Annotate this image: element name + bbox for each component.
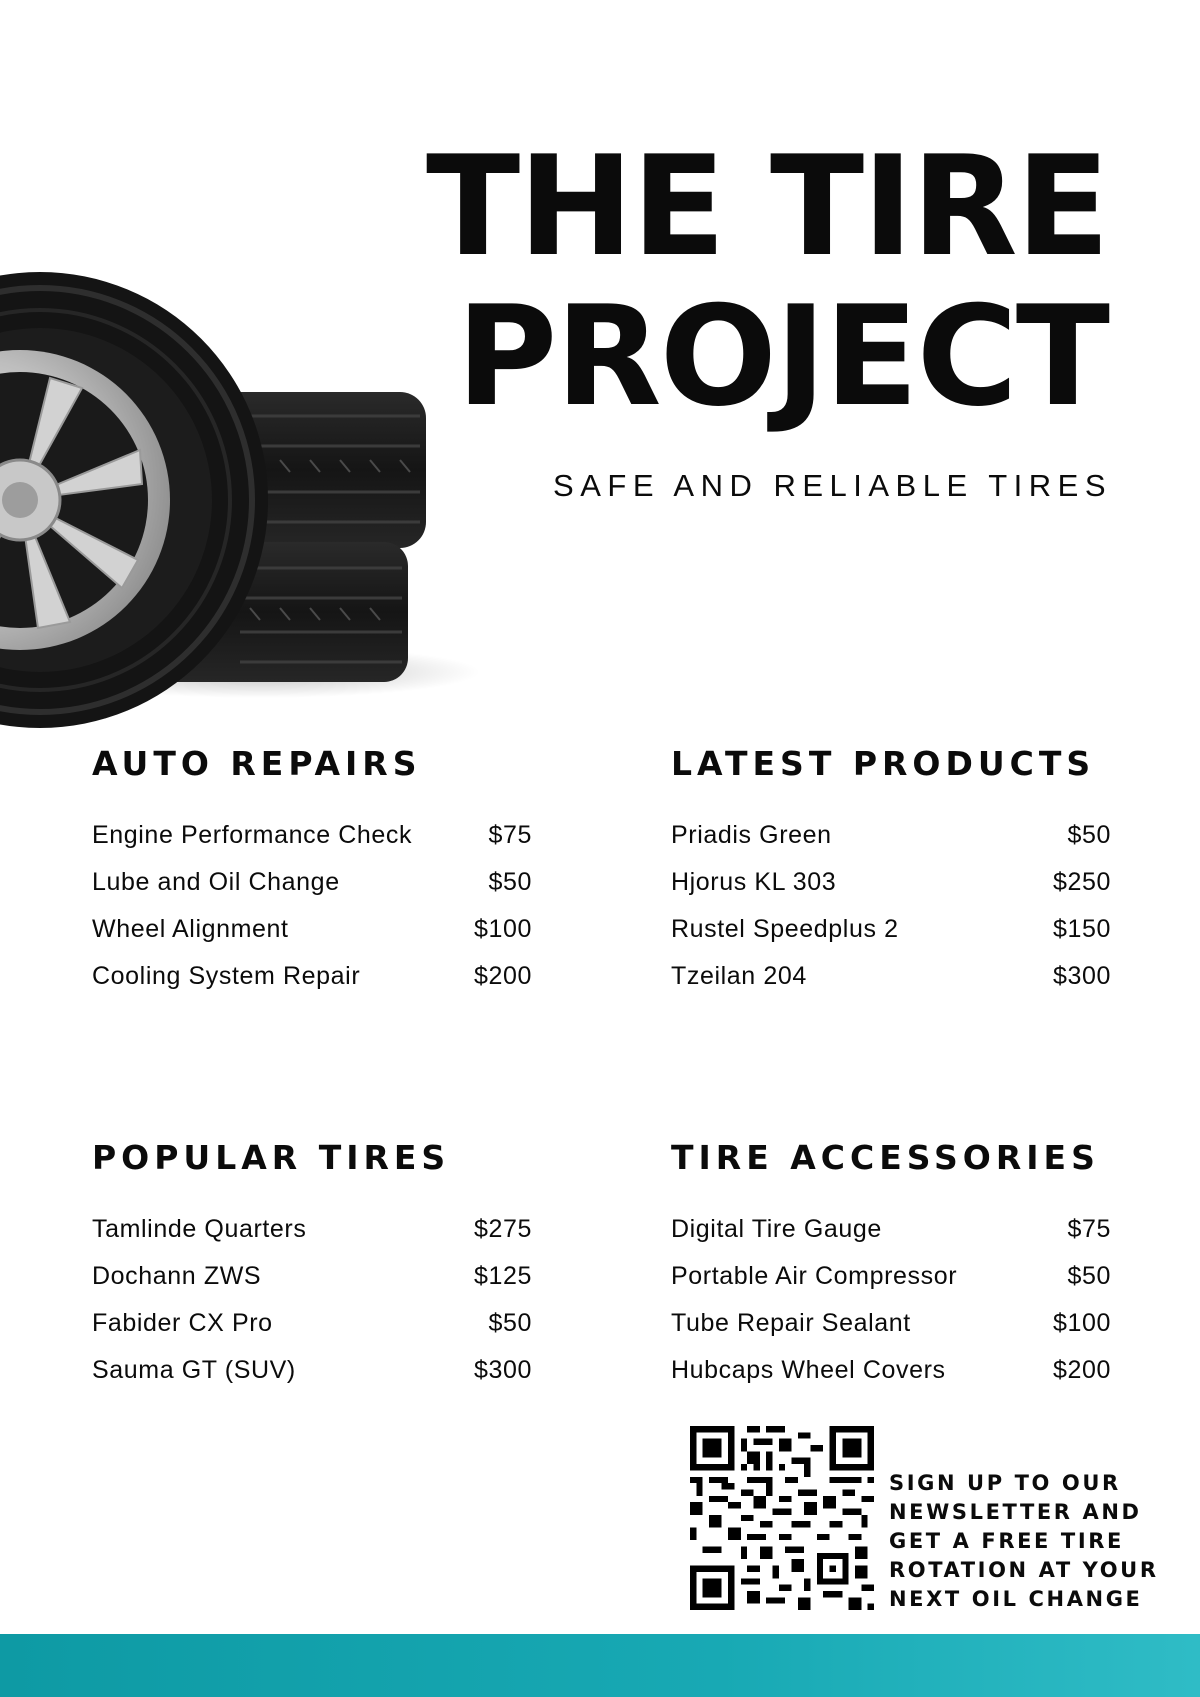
newsletter-line: NEWSLETTER AND xyxy=(889,1500,1142,1524)
list-item xyxy=(92,1300,532,1347)
item-name: Portable Air Compressor xyxy=(671,1262,958,1290)
newsletter-line: NEXT OIL CHANGE xyxy=(889,1587,1143,1611)
newsletter-promo xyxy=(889,1469,1159,1614)
item-name: Priadis Green xyxy=(671,821,832,849)
tire-stack-illustration xyxy=(0,270,480,750)
item-name: Dochann ZWS xyxy=(92,1262,262,1290)
item-price: $250 xyxy=(1052,868,1111,896)
item-name: Cooling System Repair xyxy=(92,962,361,990)
list-item xyxy=(671,953,1111,1000)
list-item xyxy=(671,1206,1111,1253)
footer-bar xyxy=(0,1634,1200,1697)
item-name: Hjorus KL 303 xyxy=(671,868,837,896)
list-item xyxy=(92,953,532,1000)
newsletter-line: SIGN UP TO OUR xyxy=(889,1471,1121,1495)
list-item xyxy=(671,1300,1111,1347)
newsletter-line: GET A FREE TIRE xyxy=(889,1529,1124,1553)
item-price: $150 xyxy=(1052,915,1111,943)
section-heading: POPULAR TIRES xyxy=(92,1138,451,1177)
section-tire-accessories xyxy=(671,1138,1111,1394)
item-price: $200 xyxy=(473,962,532,990)
list-item xyxy=(92,859,532,906)
item-name: Engine Performance Check xyxy=(92,821,413,849)
title-line: THE TIRE xyxy=(426,126,1108,287)
item-price: $50 xyxy=(1067,821,1111,849)
item-name: Tzeilan 204 xyxy=(671,962,807,990)
item-name: Hubcaps Wheel Covers xyxy=(671,1356,946,1384)
item-name: Sauma GT (SUV) xyxy=(92,1356,296,1384)
item-price: $275 xyxy=(473,1215,532,1243)
section-popular-tires xyxy=(92,1138,532,1394)
item-name: Fabider CX Pro xyxy=(92,1309,273,1337)
item-price: $200 xyxy=(1052,1356,1111,1384)
section-heading: LATEST PRODUCTS xyxy=(671,744,1096,783)
list-item xyxy=(671,812,1111,859)
item-name: Wheel Alignment xyxy=(92,915,289,943)
section-auto-repairs xyxy=(92,744,532,1000)
item-price: $75 xyxy=(1067,1215,1111,1243)
item-name: Tamlinde Quarters xyxy=(92,1215,307,1243)
item-price: $50 xyxy=(488,868,532,896)
list-item xyxy=(92,1347,532,1394)
list-item xyxy=(92,1253,532,1300)
item-name: Rustel Speedplus 2 xyxy=(671,915,899,943)
section-heading: TIRE ACCESSORIES xyxy=(671,1138,1100,1177)
list-item xyxy=(671,859,1111,906)
subtitle: SAFE AND RELIABLE TIRES xyxy=(553,468,1112,503)
list-item xyxy=(92,906,532,953)
item-price: $300 xyxy=(1052,962,1111,990)
list-item xyxy=(671,906,1111,953)
list-item xyxy=(671,1347,1111,1394)
item-name: Lube and Oil Change xyxy=(92,868,340,896)
newsletter-line: ROTATION AT YOUR xyxy=(889,1558,1159,1582)
title-line: PROJECT xyxy=(456,276,1108,437)
page-title xyxy=(426,126,1108,437)
item-name: Digital Tire Gauge xyxy=(671,1215,882,1243)
item-price: $50 xyxy=(488,1309,532,1337)
item-price: $50 xyxy=(1067,1262,1111,1290)
list-item xyxy=(671,1253,1111,1300)
item-price: $75 xyxy=(488,821,532,849)
section-heading: AUTO REPAIRS xyxy=(92,744,422,783)
list-item xyxy=(92,1206,532,1253)
item-name: Tube Repair Sealant xyxy=(671,1309,911,1337)
item-price: $100 xyxy=(473,915,532,943)
qr-code-icon[interactable] xyxy=(690,1426,874,1610)
item-price: $300 xyxy=(473,1356,532,1384)
item-price: $125 xyxy=(473,1262,532,1290)
list-item xyxy=(92,812,532,859)
item-price: $100 xyxy=(1052,1309,1111,1337)
section-latest-products xyxy=(671,744,1111,1000)
